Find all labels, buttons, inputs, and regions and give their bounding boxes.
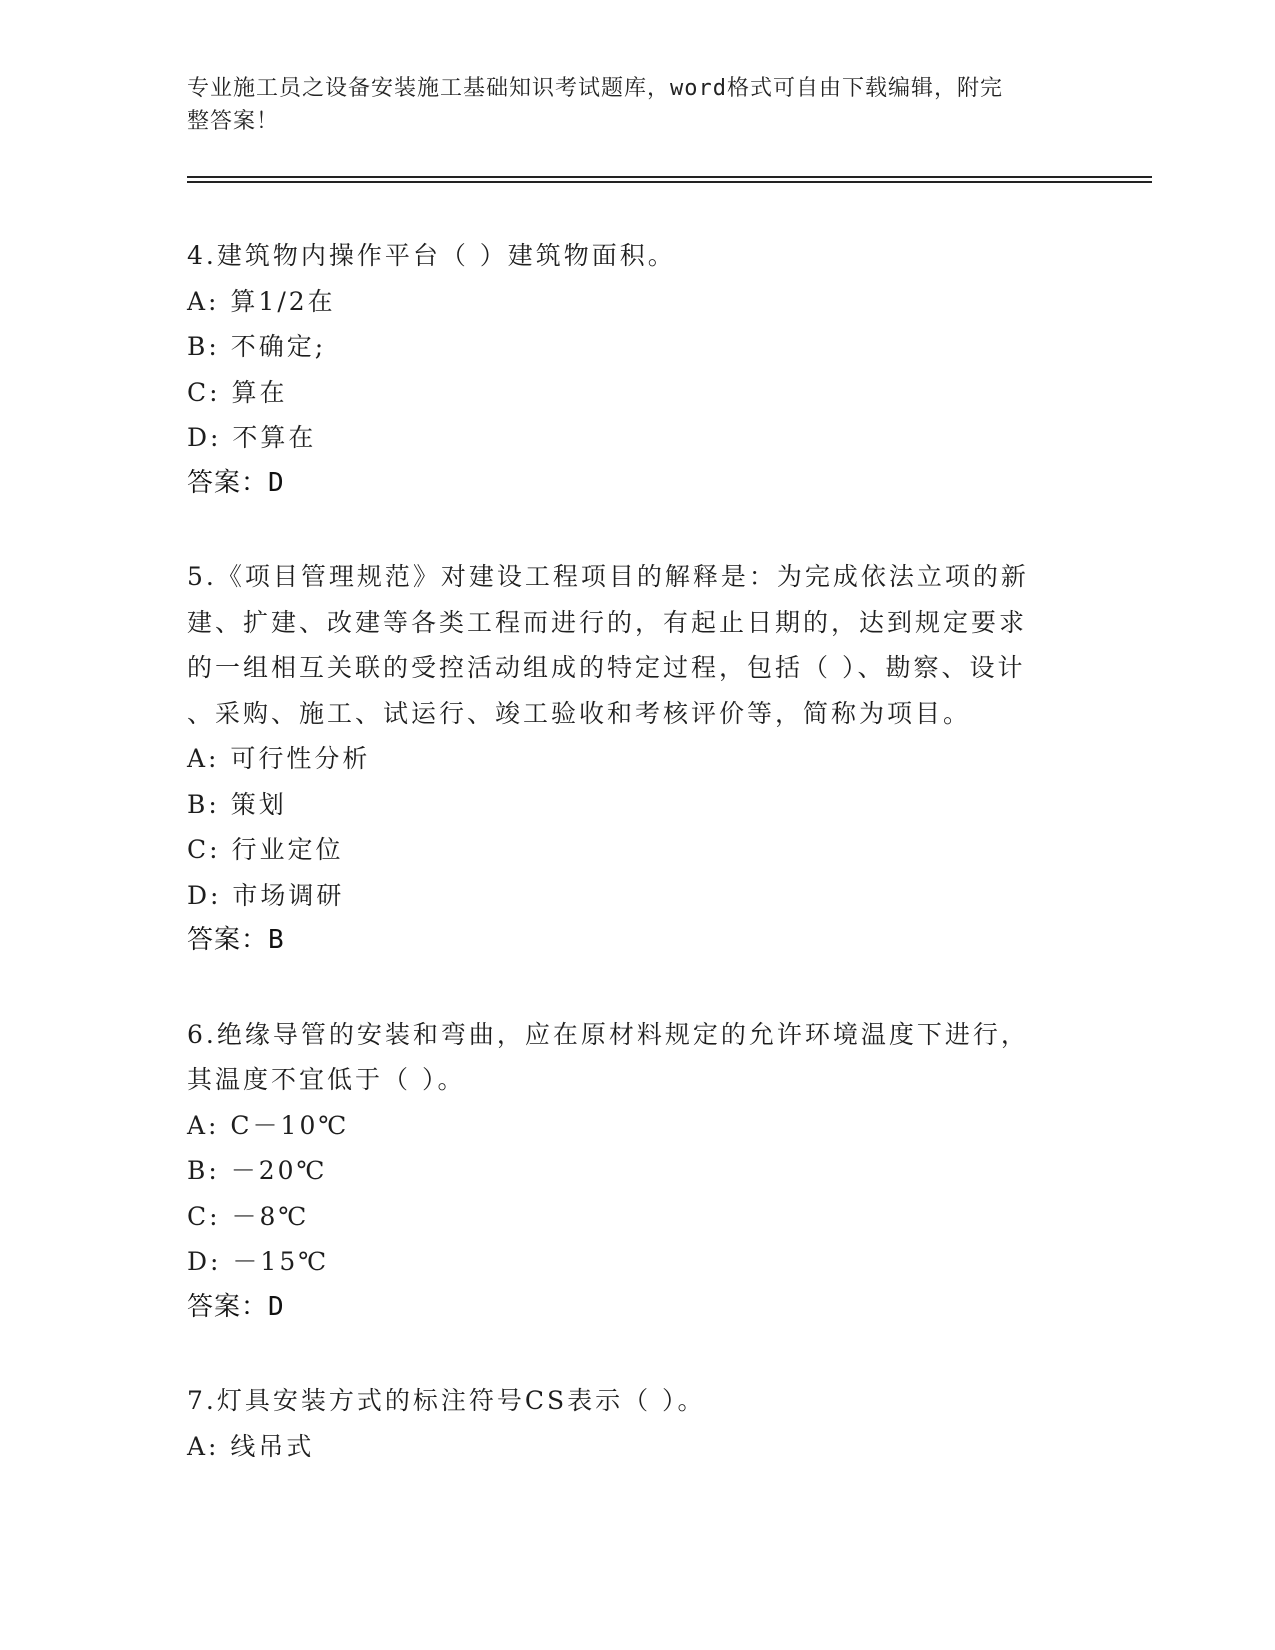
question-4 [187, 233, 1087, 506]
question-stem [187, 233, 1087, 279]
question-stem [187, 554, 1087, 736]
option-b: B: －20℃ [187, 1156, 328, 1185]
stem-line: 的一组相互关联的受控活动组成的特定过程，包括（ ）、勘察、设计 [187, 653, 1026, 682]
option-d: D: 市场调研 [187, 880, 345, 910]
option-d: D: 不算在 [187, 423, 317, 452]
stem-line: 其温度不宜低于（ ）。 [187, 1065, 466, 1094]
answer: 答案：D [187, 467, 285, 498]
question-5 [187, 554, 1087, 964]
stem-line: 6.绝缘导管的安装和弯曲，应在原材料规定的允许环境温度下进行， [187, 1019, 1029, 1049]
header-line-2: 整答案！ [187, 109, 280, 134]
question-7 [187, 1378, 1087, 1469]
stem-line: 5.《项目管理规范》对建设工程项目的解释是：为完成依法立项的新 [187, 562, 1029, 591]
document-header [187, 72, 1067, 138]
question-6 [187, 1012, 1087, 1331]
option-a: A: 可行性分析 [187, 744, 371, 773]
option-c: C: 算在 [187, 377, 288, 407]
header-divider-top [187, 176, 1152, 178]
option-a: A: 算1/2在 [187, 286, 336, 316]
option-a: A: C－10℃ [187, 1110, 350, 1140]
question-stem [187, 1378, 1087, 1424]
option-b: B: 策划 [187, 789, 287, 819]
option-b: B: 不确定; [187, 332, 327, 361]
stem-line: 建、扩建、改建等各类工程而进行的，有起止日期的，达到规定要求 [187, 607, 1028, 637]
header-divider-bottom [187, 181, 1152, 183]
option-c: C: －8℃ [187, 1201, 310, 1231]
stem-line: 7.灯具安装方式的标注符号CS表示（ ）。 [187, 1386, 706, 1415]
answer: 答案：D [187, 1291, 285, 1322]
header-line-1: 专业施工员之设备安装施工基础知识考试题库，word格式可自由下载编辑，附完 [187, 76, 1003, 101]
stem-line: 、采购、施工、试运行、竣工验收和考核评价等，简称为项目。 [187, 698, 972, 728]
answer: 答案：B [187, 925, 285, 955]
question-stem [187, 1012, 1087, 1103]
question-list [187, 233, 1087, 1517]
option-c: C: 行业定位 [187, 835, 344, 864]
option-a: A: 线吊式 [187, 1431, 315, 1461]
stem-line: 4.建筑物内操作平台（ ）建筑物面积。 [187, 241, 676, 270]
option-d: D: －15℃ [187, 1247, 330, 1276]
